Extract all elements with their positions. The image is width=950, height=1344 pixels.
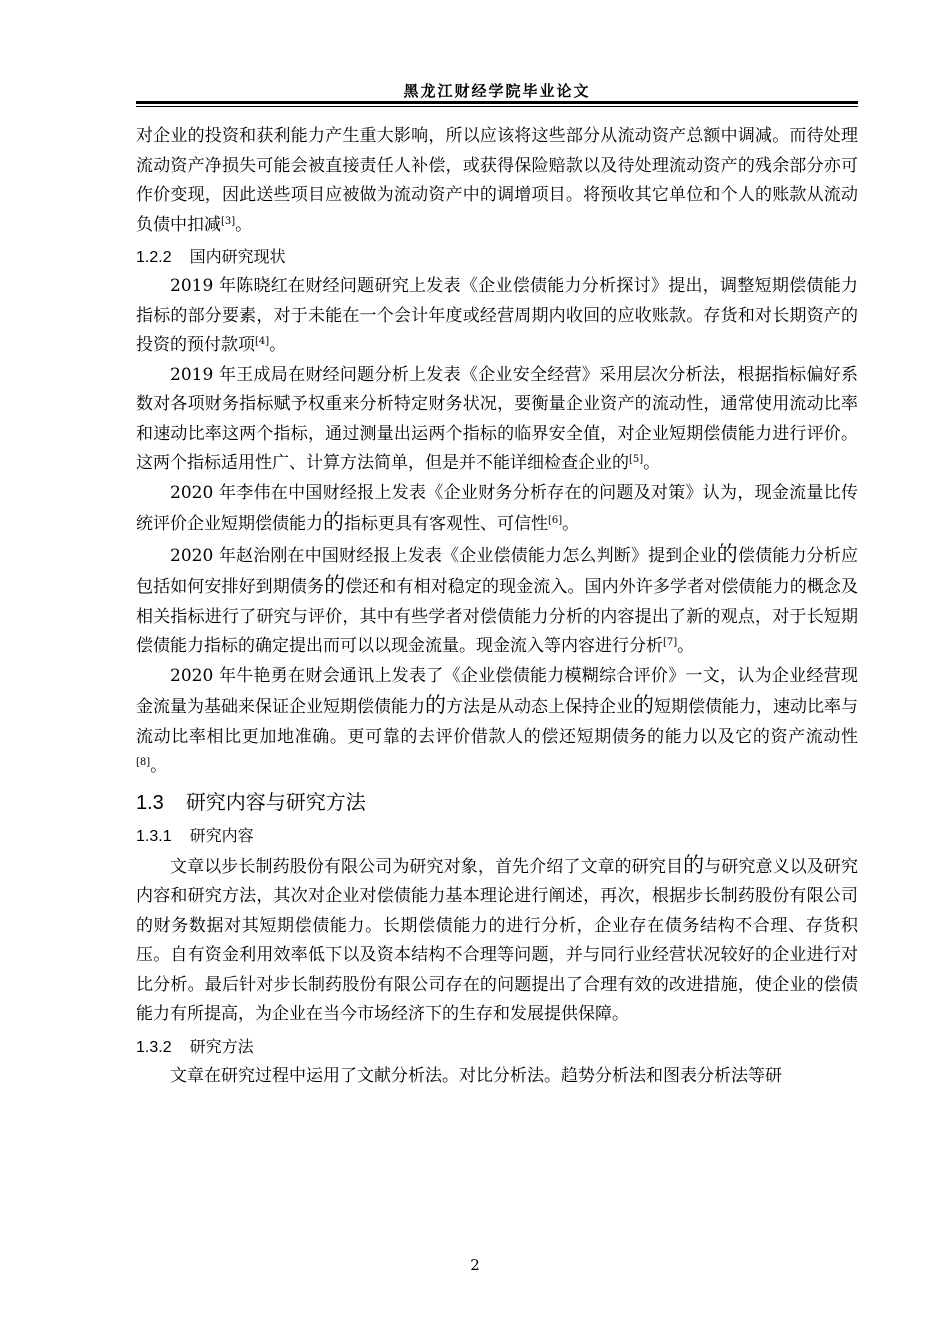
section-heading-1-3: 1.3 研究内容与研究方法 bbox=[136, 789, 366, 814]
citation-ref: [5] bbox=[629, 454, 644, 465]
section-heading-1-3-2: 1.3.2 研究方法 bbox=[136, 1036, 254, 1056]
citation-ref: [4] bbox=[255, 336, 270, 347]
paragraph: 文章以步长制药股份有限公司为研究对象，首先介绍了文章的研究目的与研究意义以及研究内容和研究方法，其次对企业对偿债能力基本理论进行阐述，再次，根据步长制药股份有限公司的财务数据对其短期偿债能力。长期偿债能力的进行分析，企业存在债务结构不合理、存货积压。自有资金利用效率低下以及资本结构不合理等问题，并与同行业经营状况较好的企业进行对比分析。最后针对步长制药股份有限公司存在的问题提出了合理有效的改进措施，使企业的偿债能力有所提高，为企业在当今市场经济下的生存和发展提供保障。 bbox=[136, 852, 859, 1024]
citation-ref: [8] bbox=[136, 757, 151, 768]
citation-ref: [3] bbox=[221, 215, 236, 227]
running-header: 黑龙江财经学院毕业论文 bbox=[403, 82, 591, 100]
section-heading-1-2-2: 1.2.2 国内研究现状 bbox=[136, 247, 286, 266]
paragraph: 2020 年赵治刚在中国财经报上发表《企业偿债能力怎么判断》提到企业的偿债能力分析应包括如何安排好到期债务的偿还和有相对稳定的现金流入。国内外许多学者对偿债能力的概念及相关指标进行了研究与评价，其中有些学者对偿债能力分析的内容提出了新的观点，对于长短期偿债能力指标的确定提出而可以以现金流量。现金流入等内容进行分析[7]。 bbox=[136, 541, 859, 656]
page-number: 2 bbox=[470, 1256, 480, 1274]
paragraph-continued: 对企业的投资和获利能力产生重大影响，所以应该将这些部分从流动资产总额中调减。而待处理流动资产净损失可能会被直接责任人补偿，或获得保险赔款以及待处理流动资产的残余部分亦可作价变现，因此送些项目应被做为流动资产中的调增项目。将预收其它单位和个人的账款从流动负债中扣减[3]。 bbox=[136, 126, 858, 235]
paragraph: 2020 年李伟在中国财经报上发表《企业财务分析存在的问题及对策》认为，现金流量比传统评价企业短期偿债能力的指标更具有客观性、可信性[6]。 bbox=[136, 482, 858, 534]
paragraph: 2019 年陈晓红在财经问题研究上发表《企业偿债能力分析探讨》提出，调整短期偿债能力指标的部分要素，对于未能在一个会计年度或经营周期内收回的应收账款。存货和对长期资产的投资的预付款项[4]。 bbox=[136, 276, 858, 355]
paragraph: 2020 年牛艳勇在财会通讯上发表了《企业偿债能力模糊综合评价》一文，认为企业经营现金流量为基础来保证企业短期偿债能力的方法是从动态上保持企业的短期偿债能力，速动比率与流动比率相比更加地准确。更可靠的去评价借款人的偿还短期债务的能力以及它的资产流动性[8]。 bbox=[136, 665, 858, 776]
paragraph: 文章在研究过程中运用了文献分析法。对比分析法。趋势分析法和图表分析法等研 bbox=[170, 1065, 782, 1086]
paragraph: 2019 年王成局在财经问题分析上发表《企业安全经营》采用层次分析法，根据指标偏好系数对各项财务指标赋予权重来分析特定财务状况，要衡量企业资产的流动性，通常使用流动比率和速动比率这两个指标，通过测量出运两个指标的临界安全值，对企业短期偿债能力进行评价。这两个指标适用性广、计算方法简单，但是并不能详细检查企业的[5]。 bbox=[136, 364, 858, 473]
body-text bbox=[136, 122, 858, 1091]
header-rule-thin bbox=[136, 106, 858, 107]
section-heading-1-3-1: 1.3.1 研究内容 bbox=[136, 825, 254, 845]
citation-ref: [6] bbox=[548, 515, 563, 526]
header-rule-thick bbox=[136, 101, 858, 104]
citation-ref: [7] bbox=[663, 637, 678, 648]
